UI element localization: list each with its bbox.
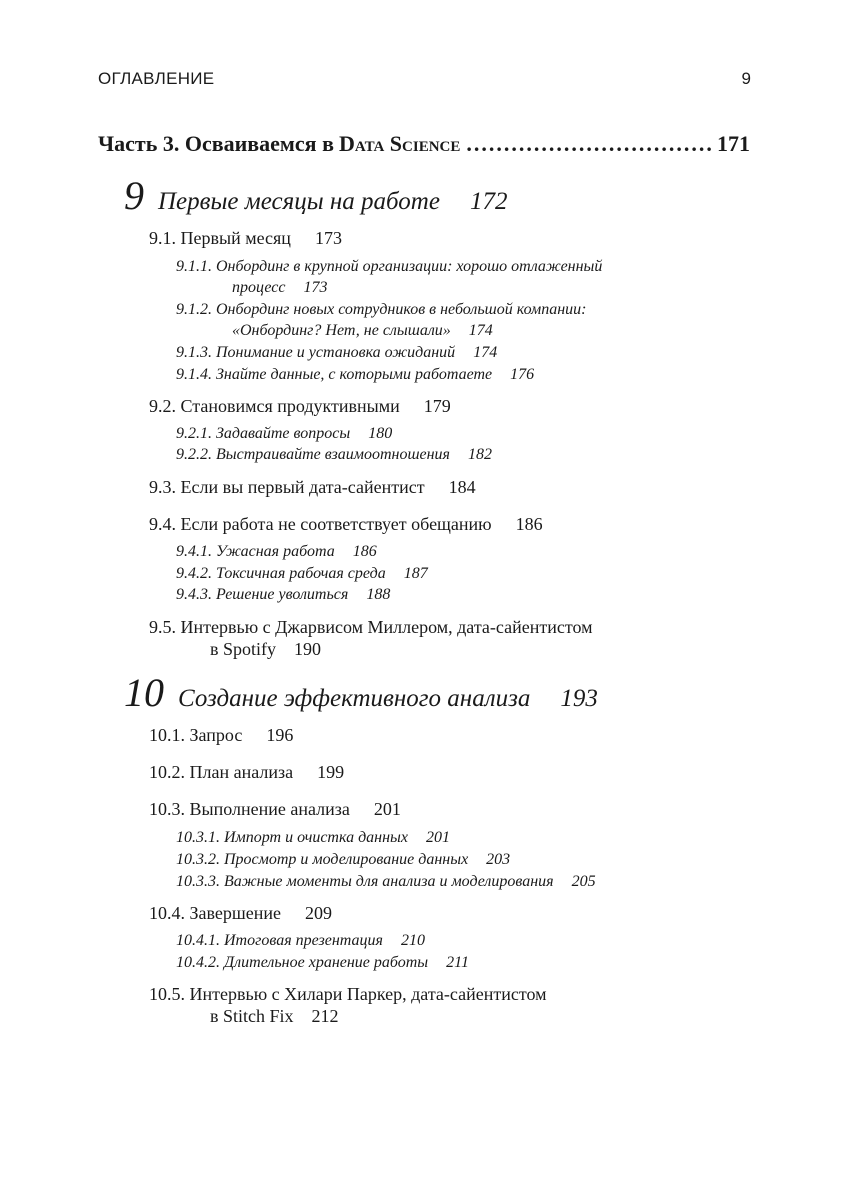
part-page: 171 [717, 131, 750, 156]
entry-page: 188 [366, 586, 391, 603]
entry-page: 211 [446, 954, 469, 971]
toc-entry-10-3-1 [176, 829, 450, 847]
entry-label: 9.1.4. Знайте данные, с которыми работаете [176, 366, 493, 383]
toc-entry-10-5 [149, 984, 547, 1005]
toc-entry-10-4-1 [176, 932, 425, 950]
toc-entry-9-1-1 [176, 258, 602, 276]
entry-page: 184 [448, 477, 476, 497]
entry-page: 174 [468, 322, 493, 339]
entry-page: 173 [314, 228, 342, 248]
toc-entry-9-3 [149, 477, 476, 498]
entry-label: в Spotify [210, 639, 277, 659]
chapter-number: 9 [124, 173, 144, 218]
toc-entry-9-5-cont [210, 639, 321, 660]
entry-page: 203 [486, 851, 511, 868]
chapter-title: Создание эффективного анализа [178, 685, 531, 712]
toc-entry-9-1 [149, 228, 342, 249]
toc-entry-10-5-cont [210, 1006, 339, 1027]
toc-entry-9-4-1 [176, 543, 377, 561]
entry-label: 9.2. Становимся продуктивными [149, 396, 400, 416]
entry-page: 201 [425, 829, 450, 846]
toc-entry-9-2-2 [176, 446, 492, 464]
entry-page: 205 [571, 873, 596, 890]
page-number: 9 [741, 69, 751, 88]
entry-label: 9.1.2. Онбординг новых сотрудников в небольшой компании: [176, 301, 587, 318]
entry-label: 9.3. Если вы первый дата-сайентист [149, 477, 425, 497]
toc-entry-10-1 [149, 725, 293, 746]
toc-entry-9-1-3 [176, 344, 497, 362]
chapter-page: 193 [560, 685, 598, 712]
toc-entry-9-5 [149, 617, 593, 638]
entry-page: 180 [368, 425, 393, 442]
part-prefix: Часть 3. Осваиваемся в [98, 131, 334, 156]
toc-entry-9-4 [149, 514, 543, 535]
toc-entry-9-4-2 [176, 565, 428, 583]
entry-label: процесс [232, 279, 286, 296]
entry-page: 174 [473, 344, 498, 361]
entry-label: 10.2. План анализа [149, 762, 294, 782]
entry-label: 9.1.3. Понимание и установка ожиданий [176, 344, 456, 361]
toc-entry-9-1-1-cont [232, 279, 328, 297]
part-title-small-caps: Data Science [338, 131, 461, 156]
entry-label: в Stitch Fix [210, 1006, 294, 1026]
toc-entry-9-1-4 [176, 366, 534, 384]
entry-page: 201 [373, 799, 401, 819]
toc-entry-10-3-3 [176, 873, 596, 891]
chapter-10-heading [124, 669, 598, 716]
chapter-title: Первые месяцы на работе [158, 188, 440, 215]
entry-label: 9.2.1. Задавайте вопросы [176, 425, 351, 442]
entry-label: 10.3.2. Просмотр и моделирование данных [176, 851, 469, 868]
entry-page: 179 [423, 396, 451, 416]
entry-label: 9.4.1. Ужасная работа [176, 543, 335, 560]
entry-label: «Онбординг? Нет, не слышали» [232, 322, 451, 339]
entry-label: 9.1.1. Онбординг в крупной организации: хорошо отлаженный [176, 258, 603, 275]
entry-page: 173 [303, 279, 328, 296]
part-leader-dots [466, 131, 711, 157]
entry-page: 210 [400, 932, 425, 949]
entry-label: 10.5. Интервью с Хилари Паркер, дата-сайентистом [149, 984, 547, 1004]
entry-label: 10.4.1. Итоговая презентация [176, 932, 383, 949]
toc-entry-10-3 [149, 799, 401, 820]
entry-page: 182 [468, 446, 492, 463]
entry-label: 9.4.2. Токсичная рабочая среда [176, 565, 386, 582]
entry-label: 10.3.3. Важные моменты для анализа и моделирования [176, 873, 554, 890]
running-head: ОГЛАВЛЕНИЕ [98, 69, 215, 88]
entry-page: 212 [311, 1006, 339, 1026]
entry-label: 10.4.2. Длительное хранение работы [176, 954, 429, 971]
entry-label: 9.4. Если работа не соответствует обещанию [149, 514, 492, 534]
toc-entry-9-2 [149, 396, 451, 417]
entry-page: 209 [305, 903, 332, 923]
toc-entry-10-4 [149, 903, 332, 924]
toc-entry-9-4-3 [176, 586, 390, 604]
entry-label: 10.1. Запрос [149, 725, 243, 745]
toc-entry-9-1-2-cont [232, 322, 493, 340]
entry-page: 176 [510, 366, 535, 383]
entry-page: 199 [317, 762, 345, 782]
entry-label: 9.4.3. Решение уволиться [176, 586, 349, 603]
toc-entry-10-3-2 [176, 851, 510, 869]
entry-page: 187 [403, 565, 428, 582]
chapter-page: 172 [469, 188, 508, 215]
entry-label: 10.4. Завершение [149, 903, 281, 923]
entry-page: 190 [294, 639, 322, 659]
entry-label: 9.1. Первый месяц [149, 228, 291, 248]
entry-page: 196 [266, 725, 294, 745]
entry-label: 9.5. Интервью с Джарвисом Миллером, дата-сайентистом [149, 617, 593, 637]
entry-label: 10.3. Выполнение анализа [149, 799, 350, 819]
toc-entry-9-2-1 [176, 425, 392, 443]
entry-label: 10.3.1. Импорт и очистка данных [176, 829, 408, 846]
entry-label: 9.2.2. Выстраивайте взаимоотношения [176, 446, 450, 463]
toc-entry-10-2 [149, 762, 344, 783]
chapter-number: 10 [124, 670, 164, 715]
entry-page: 186 [352, 543, 377, 560]
entry-page: 186 [515, 514, 543, 534]
toc-entry-10-4-2 [176, 954, 469, 972]
chapter-9-heading [124, 172, 507, 219]
part-heading [98, 131, 750, 157]
toc-entry-9-1-2 [176, 301, 586, 319]
